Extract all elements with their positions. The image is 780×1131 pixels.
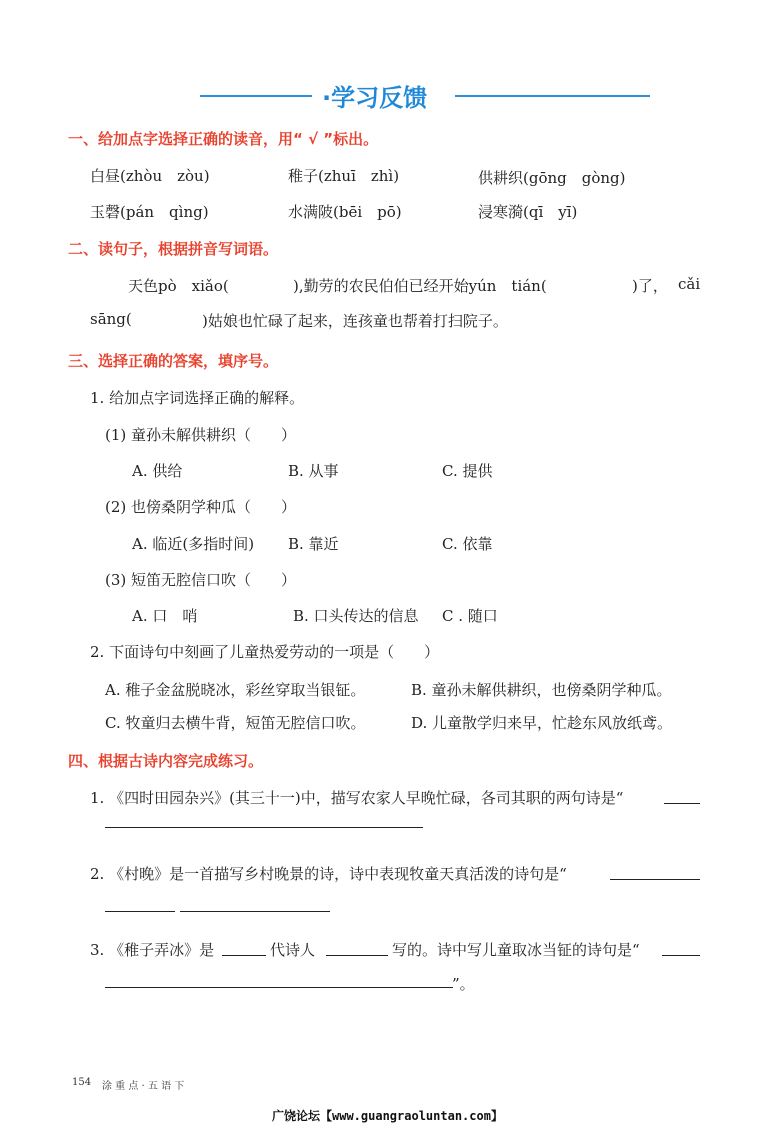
s3-q1-3-opt-a: A. 口 哨 xyxy=(132,607,198,625)
s3-question-2: 2. 下面诗句中刻画了儿童热爱劳动的一项是（ ） xyxy=(90,643,440,661)
book-label: 涂 重 点 · 五 语 下 xyxy=(102,1081,185,1092)
section3-heading: 三、选择正确的答案，填序号。 xyxy=(68,352,279,370)
s3-q1-3-opt-c: C . 随口 xyxy=(442,607,498,625)
s4-q2-blank-end[interactable] xyxy=(610,879,700,880)
s3-q2-opt-b: B. 童孙未解供耕织，也傍桑阴学种瓜。 xyxy=(411,681,672,699)
section2-heading: 二、读句子，根据拼音写词语。 xyxy=(68,240,279,258)
section2-line1-a: 天色pò xiǎo( xyxy=(128,277,229,295)
s4-q3-poet-blank[interactable] xyxy=(326,955,388,956)
pinyin-item-6: 浸寒漪(qī yī) xyxy=(478,203,578,221)
pinyin-item-2: 稚子(zhuī zhì) xyxy=(288,167,400,185)
s3-q1-1-opt-c: C. 提供 xyxy=(442,462,493,480)
site-watermark: 广饶论坛【www.guangraoluntan.com】 xyxy=(272,1109,503,1123)
s3-q1-2: (2) 也傍桑阴学种瓜（ ） xyxy=(105,498,297,516)
s4-q1-blank-line[interactable] xyxy=(105,827,423,828)
s3-q1-1-opt-b: B. 从事 xyxy=(288,462,339,480)
s4-q3-dynasty-blank[interactable] xyxy=(222,955,266,956)
s4-q1-blank-end[interactable] xyxy=(664,803,700,804)
s4-q2-blank-a[interactable] xyxy=(105,911,175,912)
pinyin-item-3: 供耕织(gōng gòng) xyxy=(478,169,626,187)
s3-q1-3: (3) 短笛无腔信口吹（ ） xyxy=(105,571,297,589)
section2-line1-b: ),勤劳的农民伯伯已经开始yún tián( xyxy=(293,277,547,295)
s4-question-2: 2. 《村晚》是一首描写乡村晚景的诗，诗中表现牧童天真活泼的诗句是“ xyxy=(90,865,567,883)
s4-question-1: 1. 《四时田园杂兴》(其三十一)中，描写农家人早晚忙碌，各司其职的两句诗是“ xyxy=(90,789,624,807)
s3-q1-2-opt-a: A. 临近(多指时间) xyxy=(132,535,255,553)
s3-q1-3-opt-b: B. 口头传达的信息 xyxy=(293,607,419,625)
s3-q1-1: (1) 童孙未解供耕织（ ） xyxy=(105,426,297,444)
s3-q2-opt-a: A. 稚子金盆脱晓冰，彩丝穿取当银钲。 xyxy=(105,681,366,699)
title-rule-left xyxy=(200,95,312,97)
s3-q1-2-opt-b: B. 靠近 xyxy=(288,535,339,553)
page-title: ·学习反馈 xyxy=(322,84,428,112)
pinyin-item-4: 玉磬(pán qìng) xyxy=(90,203,209,221)
section2-line2-a: sāng( xyxy=(90,310,132,328)
s4-q3-blank-end[interactable] xyxy=(662,955,700,956)
s4-q2-blank-b[interactable] xyxy=(180,911,330,912)
page-number: 154 xyxy=(72,1077,92,1088)
s3-q1-1-opt-a: A. 供给 xyxy=(132,462,183,480)
s3-question-1: 1. 给加点字词选择正确的解释。 xyxy=(90,389,305,407)
s3-q2-opt-d: D. 儿童散学归来早，忙趁东风放纸鸢。 xyxy=(411,714,673,732)
section4-heading: 四、根据古诗内容完成练习。 xyxy=(68,752,264,770)
s4-q3-c: 写的。诗中写儿童取冰当钲的诗句是“ xyxy=(392,941,640,959)
pinyin-item-1: 白昼(zhòu zòu) xyxy=(90,167,210,185)
section1-heading: 一、给加点字选择正确的读音，用“ √ ”标出。 xyxy=(68,130,379,148)
s3-q2-opt-c: C. 牧童归去横牛背，短笛无腔信口吹。 xyxy=(105,714,366,732)
title-rule-right xyxy=(455,95,650,97)
s4-q3-a: 3. 《稚子弄冰》是 xyxy=(90,941,215,959)
pinyin-item-5: 水满陂(bēi pō) xyxy=(288,203,402,221)
s4-q3-end: ”。 xyxy=(452,975,475,993)
section2-line1-d: cǎi xyxy=(678,275,701,293)
section2-line1-c: )了， xyxy=(632,277,668,295)
section2-line2-b: )姑娘也忙碌了起来，连孩童也帮着打扫院子。 xyxy=(202,312,508,330)
s3-q1-2-opt-c: C. 依靠 xyxy=(442,535,493,553)
s4-q3-blank-line[interactable] xyxy=(105,987,453,988)
s4-q3-b: 代诗人 xyxy=(270,941,316,959)
